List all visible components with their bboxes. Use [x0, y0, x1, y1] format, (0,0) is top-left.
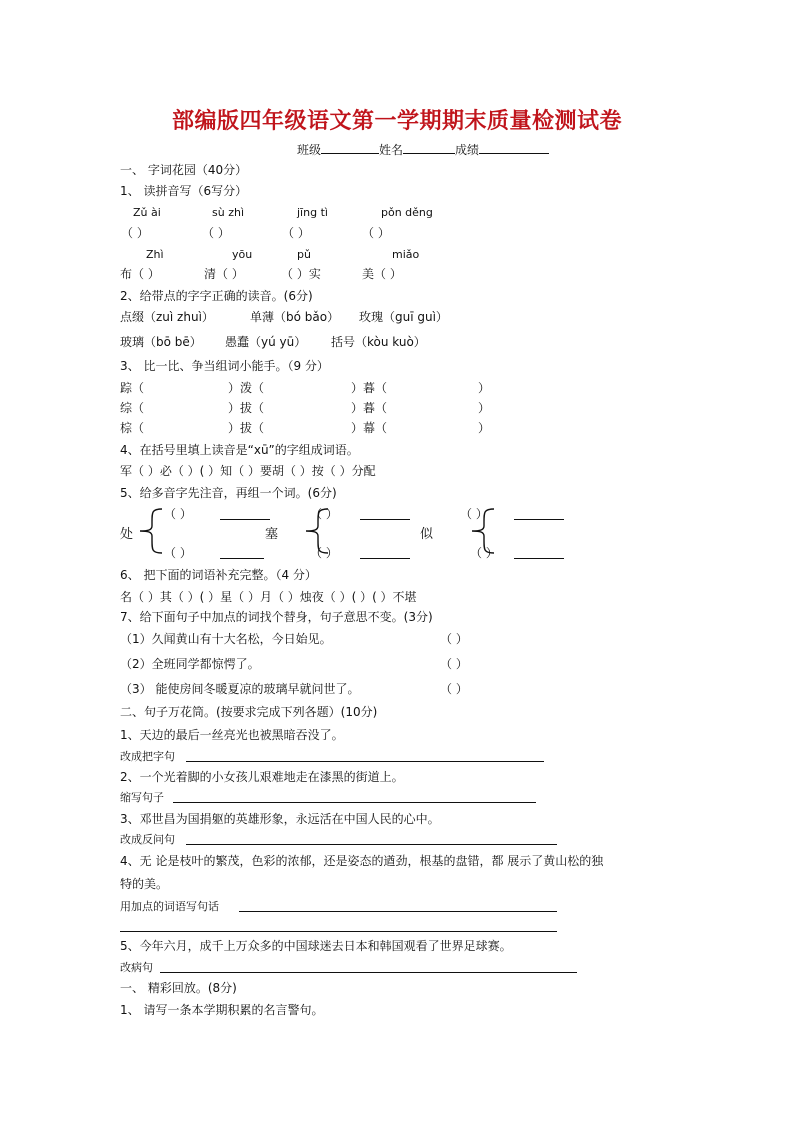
q3-cell: 综（: [120, 401, 145, 415]
word-2: 清（ ）: [204, 267, 244, 281]
q5-answer-line[interactable]: [360, 519, 410, 520]
q5-answer-line[interactable]: [220, 519, 270, 520]
score-blank[interactable]: [479, 141, 549, 154]
sec2-q5-prompt: 改病句: [120, 961, 153, 974]
class-blank[interactable]: [321, 141, 379, 154]
sec2-q2-prompt: 缩写句子: [120, 791, 164, 804]
score-label: 成绩: [455, 143, 480, 157]
q5-answer-line[interactable]: [514, 519, 564, 520]
answer-line[interactable]: [160, 972, 577, 973]
sec2-q4-cont: 特的美。: [120, 877, 169, 891]
q3-cell: ）幕（: [351, 421, 388, 435]
q3-cell: ）泼（: [228, 381, 265, 395]
sec2-q4-prompt: 用加点的词语写句话: [120, 900, 219, 913]
q5-answer-line[interactable]: [514, 558, 564, 559]
q7-answer[interactable]: （ ）: [440, 682, 468, 696]
sec2-q4: 4、无 论是枝叶的繁茂，色彩的浓郁，还是姿态的遒劲，根基的盘错，都 展示了黄山松的独: [120, 854, 604, 868]
q2-label: 2、给带点的字字正确的读音。(6分): [120, 289, 313, 303]
q5-label: 5、给多音字先注音，再组一个词。(6分): [120, 486, 337, 500]
q3-label: 3、 比一比、争当组词小能手。（9 分）: [120, 359, 329, 373]
q3-cell: ）暮（: [351, 401, 388, 415]
word-3: （ ）实: [281, 267, 321, 281]
q5-answer-line[interactable]: [220, 558, 264, 559]
sec2-q3-prompt: 改成反问句: [120, 833, 175, 846]
q3-cell: ）拔（: [228, 421, 265, 435]
q3-cell: ）: [478, 421, 491, 435]
answer-blank[interactable]: （ ）: [282, 226, 310, 240]
name-blank[interactable]: [403, 141, 455, 154]
answer-line[interactable]: [173, 802, 536, 803]
q2-item-6: 括号（kòu kuò）: [331, 335, 426, 349]
pinyin-1: Zǔ ài: [133, 206, 161, 219]
name-label: 姓名: [379, 143, 404, 157]
q7-item-3: （3） 能使房间冬暖夏凉的玻璃早就问世了。: [120, 682, 360, 696]
q5-paren[interactable]: （ ）: [460, 507, 488, 521]
q2-item-4: 玻璃（bō bē）: [120, 335, 202, 349]
pinyin-8: miǎo: [392, 248, 420, 261]
answer-line[interactable]: [186, 761, 544, 762]
q3-cell: ）: [478, 381, 491, 395]
answer-blank[interactable]: （ ）: [202, 226, 230, 240]
pinyin-5: Zhì: [146, 248, 164, 261]
q6-line: 名（ ）其（ ）( ）星（ ）月（ ）烛夜（ ）( ）( ）不堪: [120, 590, 417, 604]
pinyin-7: pǔ: [297, 248, 311, 261]
answer-blank[interactable]: （ ）: [362, 226, 390, 240]
answer-line[interactable]: [186, 844, 557, 845]
section-1-heading: 一、 字词花园（40分）: [120, 163, 248, 177]
q2-item-2: 单薄（bó bǎo）: [250, 310, 340, 324]
q3-cell: 踪（: [120, 381, 145, 395]
q2-item-1: 点缀（zuì zhuì）: [120, 310, 214, 324]
answer-line[interactable]: [239, 911, 557, 912]
q2-item-3: 玫瑰（guī guì）: [359, 310, 448, 324]
sec2-q3: 3、邓世昌为国捐躯的英雄形象，永远活在中国人民的心中。: [120, 812, 440, 826]
word-4: 美（ ）: [362, 267, 402, 281]
q3-cell: ）拔（: [228, 401, 265, 415]
q5-paren[interactable]: （ ）: [310, 507, 338, 521]
section-3-heading: 一、 精彩回放。(8分): [120, 981, 237, 995]
q7-item-2: （2）全班同学都惊愕了。: [120, 657, 260, 671]
section-2-heading: 二、句子万花筒。(按要求完成下列各题）(10分): [120, 705, 378, 719]
q5-answer-line[interactable]: [360, 558, 410, 559]
word-1: 布（ ）: [120, 267, 160, 281]
student-info-line: [297, 141, 549, 158]
q5-paren[interactable]: （ ）: [470, 546, 498, 560]
class-label: 班级: [297, 143, 322, 157]
answer-blank[interactable]: （ ）: [121, 226, 149, 240]
q3-cell: ）暮（: [351, 381, 388, 395]
pinyin-2: sù zhì: [212, 206, 245, 219]
sec2-q5: 5、今年六月，成千上万众多的中国球迷去日本和韩国观看了世界足球赛。: [120, 939, 512, 953]
q7-answer[interactable]: （ ）: [440, 657, 468, 671]
q5-paren[interactable]: （ ）: [164, 507, 192, 521]
q5-paren[interactable]: （ ）: [310, 546, 338, 560]
q6-label: 6、 把下面的词语补充完整。（4 分）: [120, 568, 317, 582]
sec2-q1-prompt: 改成把字句: [120, 750, 175, 763]
q5-char-sai: 塞: [265, 527, 279, 542]
answer-line[interactable]: [120, 931, 557, 932]
q5-paren[interactable]: （ ）: [164, 546, 192, 560]
q3-cell: ）: [478, 401, 491, 415]
q7-answer[interactable]: （ ）: [440, 632, 468, 646]
sec3-q1: 1、 请写一条本学期积累的名言警句。: [120, 1003, 324, 1017]
sec2-q1: 1、天边的最后一丝亮光也被黑暗吞没了。: [120, 728, 344, 742]
q5-char-si: 似: [420, 527, 434, 542]
q4-label: 4、在括号里填上读音是“xū”的字组成词语。: [120, 443, 359, 457]
q3-cell: 棕（: [120, 421, 145, 435]
brace-icon: [136, 506, 166, 556]
q1-label: 1、 读拼音写（6写分）: [120, 184, 248, 198]
sec2-q2: 2、一个光着脚的小女孩儿艰难地走在漆黑的街道上。: [120, 770, 404, 784]
page-title: 部编版四年级语文第一学期期末质量检测试卷: [171, 108, 622, 134]
pinyin-4: pǒn děng: [381, 206, 433, 219]
q5-char-chu: 处: [120, 527, 134, 542]
pinyin-3: jīng tì: [297, 206, 328, 219]
pinyin-6: yōu: [232, 248, 253, 261]
q7-item-1: （1）久闻黄山有十大名松，今日始见。: [120, 632, 332, 646]
q2-item-5: 愚蠢（yú yū）: [225, 335, 307, 349]
q7-label: 7、给下面句子中加点的词找个替身，句子意思不变。(3分): [120, 610, 433, 624]
q4-line: 军（ ）必（ ）( ）知（ ）要胡（ ）按（ ）分配: [120, 464, 376, 478]
